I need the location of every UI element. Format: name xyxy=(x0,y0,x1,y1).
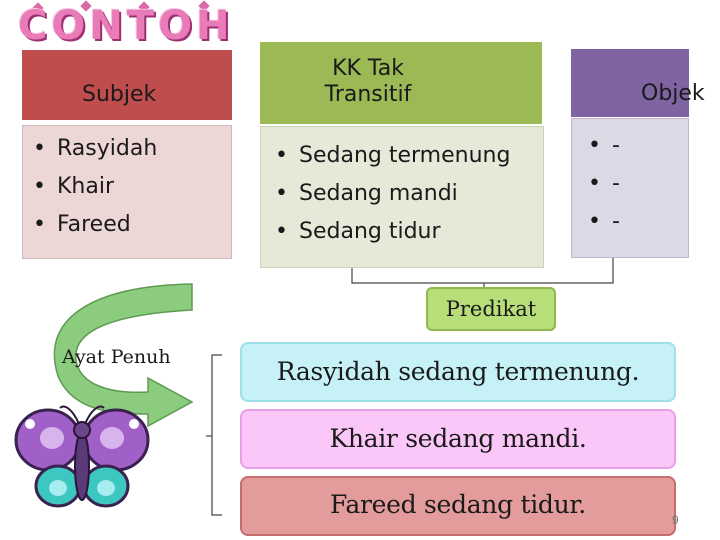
sentence-box-2: Khair sedang mandi. xyxy=(240,409,676,469)
verb-header-line2: Transitif xyxy=(324,82,412,107)
verb-item: • Sedang tidur xyxy=(275,213,510,251)
sentence-box-3: Fareed sedang tidur. xyxy=(240,476,676,536)
butterfly-icon xyxy=(16,407,148,506)
sentence-bracket xyxy=(206,355,222,515)
sentence-box-1: Rasyidah sedang termenung. xyxy=(240,342,676,402)
subject-item: • Rasyidah xyxy=(33,130,157,168)
object-header-label: Objek xyxy=(641,81,705,106)
subject-item: • Khair xyxy=(33,168,157,206)
subject-header-label: Subjek xyxy=(82,82,157,107)
object-item: • - xyxy=(588,127,620,165)
object-item: • - xyxy=(588,165,620,203)
contoh-title: CONTOH xyxy=(18,3,234,49)
object-item: • - xyxy=(588,203,620,241)
page-number: 9 xyxy=(672,513,679,527)
full-sentence-label: Ayat Penuh xyxy=(62,346,171,368)
verb-item: • Sedang termenung xyxy=(275,137,510,175)
verb-header-line1: KK Tak xyxy=(332,56,404,81)
subject-item: • Fareed xyxy=(33,206,157,244)
predicate-bracket xyxy=(352,258,613,288)
predicate-label: Predikat xyxy=(426,287,556,331)
verb-item: • Sedang mandi xyxy=(275,175,510,213)
